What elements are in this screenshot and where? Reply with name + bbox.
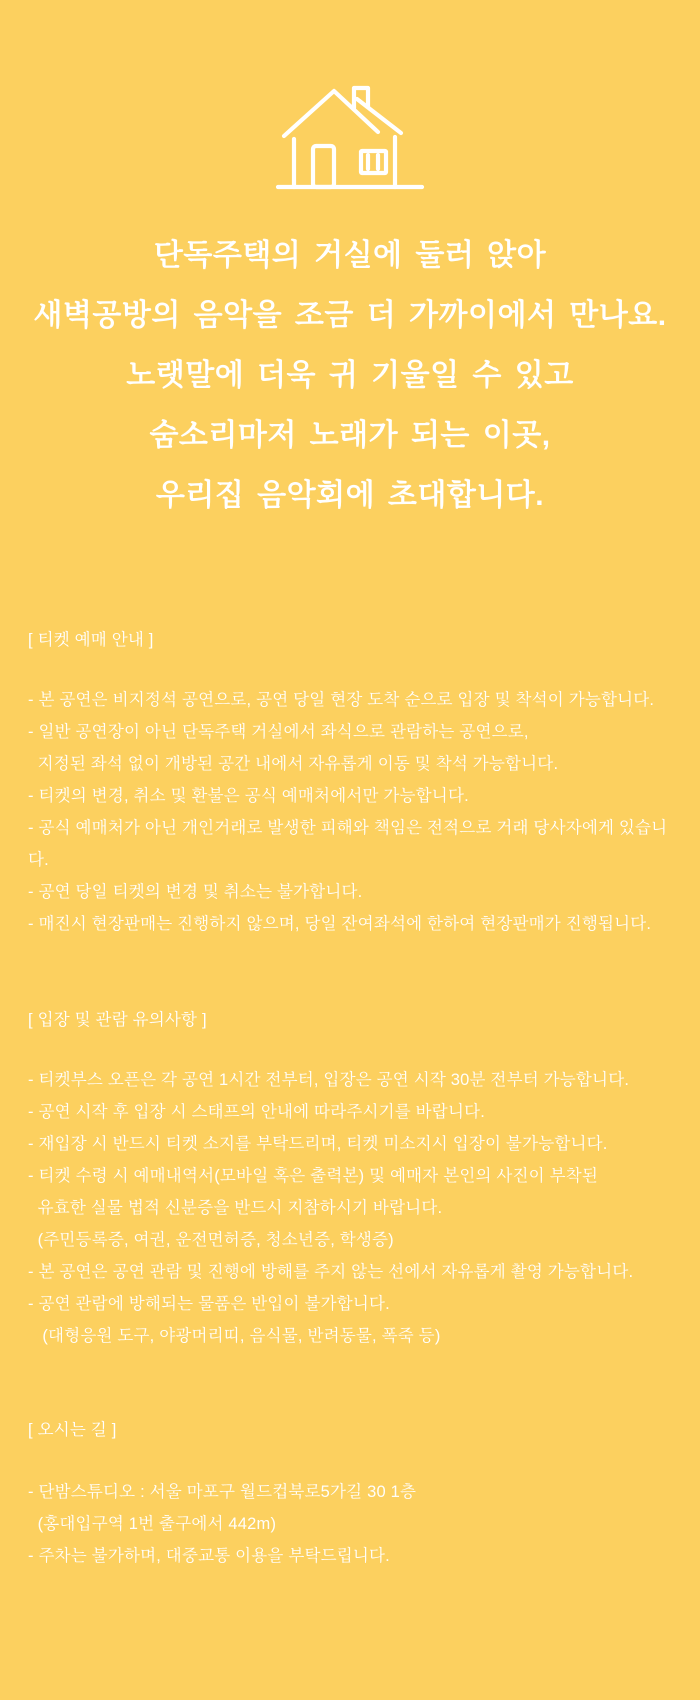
- section-ticket-booking-info: [0, 624, 700, 940]
- notice-line: - 매진시 현장판매는 진행하지 않으며, 당일 잔여좌석에 한하여 현장판매가 진행됩니다.: [28, 915, 652, 933]
- section-lines-ticket-booking: [28, 684, 680, 940]
- section-directions: [0, 1414, 700, 1572]
- notice-line: 유효한 실물 법적 신분증을 반드시 지참하시기 바랍니다.: [28, 1199, 443, 1217]
- hero-title-line-1: 단독주택의 거실에 둘러 앉아: [153, 239, 547, 272]
- notice-line: - 본 공연은 비지정석 공연으로, 공연 당일 현장 도착 순으로 입장 및 착석이 가능합니다.: [28, 691, 655, 709]
- section-entry-viewing-notice: [0, 1004, 700, 1352]
- hero-section: [0, 0, 700, 526]
- section-heading-ticket-booking: [ 티켓 예매 안내 ]: [28, 631, 154, 649]
- notice-line: - 재입장 시 반드시 티켓 소지를 부탁드리며, 티켓 미소지시 입장이 불가능합니다.: [28, 1135, 608, 1153]
- notice-line: - 단밤스튜디오 : 서울 마포구 월드컵북로5가길 30 1층: [28, 1483, 417, 1501]
- notice-line: - 공연 시작 후 입장 시 스태프의 안내에 따라주시기를 바랍니다.: [28, 1103, 486, 1121]
- notice-line: (대형응원 도구, 야광머리띠, 음식물, 반려동물, 폭죽 등): [28, 1327, 441, 1345]
- house-icon: [275, 84, 425, 192]
- section-heading-directions: [ 오시는 길 ]: [28, 1421, 117, 1439]
- notice-line: - 공연 당일 티켓의 변경 및 취소는 불가합니다.: [28, 883, 363, 901]
- notice-line: (주민등록증, 여권, 운전면허증, 청소년증, 학생증): [28, 1231, 394, 1249]
- hero-title-line-4: 숨소리마저 노래가 되는 이곳,: [149, 419, 551, 452]
- notice-line: - 주차는 불가하며, 대중교통 이용을 부탁드립니다.: [28, 1547, 390, 1565]
- section-lines-directions: [28, 1476, 680, 1572]
- hero-title-line-3: 노랫말에 더욱 귀 기울일 수 있고: [126, 359, 574, 392]
- hero-title-line-5: 우리집 음악회에 초대합니다.: [155, 479, 545, 512]
- notice-line: - 티켓부스 오픈은 각 공연 1시간 전부터, 입장은 공연 시작 30분 전부터 가능합니다.: [28, 1071, 630, 1089]
- notice-line: - 공식 예매처가 아닌 개인거래로 발생한 피해와 책임은 전적으로 거래 당사자에게 있습니다.: [28, 819, 668, 869]
- notice-line: (홍대입구역 1번 출구에서 442m): [28, 1515, 277, 1533]
- house-icon-wrap: [0, 0, 700, 192]
- section-lines-entry-viewing: [28, 1064, 680, 1352]
- hero-title: [0, 226, 700, 526]
- notice-line: - 티켓 수령 시 예매내역서(모바일 혹은 출력본) 및 예매자 본인의 사진이 부착된: [28, 1167, 599, 1185]
- notice-line: - 본 공연은 공연 관람 및 진행에 방해를 주지 않는 선에서 자유롭게 촬영 가능합니다.: [28, 1263, 634, 1281]
- hero-title-line-2: 새벽공방의 음악을 조금 더 가까이에서 만나요.: [33, 299, 667, 332]
- notice-line: 지정된 좌석 없이 개방된 공간 내에서 자유롭게 이동 및 착석 가능합니다.: [28, 755, 559, 773]
- notice-line: - 공연 관람에 방해되는 물품은 반입이 불가합니다.: [28, 1295, 390, 1313]
- section-heading-entry-viewing: [ 입장 및 관람 유의사항 ]: [28, 1011, 207, 1029]
- notice-line: - 일반 공연장이 아닌 단독주택 거실에서 좌식으로 관람하는 공연으로,: [28, 723, 529, 741]
- notice-line: - 티켓의 변경, 취소 및 환불은 공식 예매처에서만 가능합니다.: [28, 787, 469, 805]
